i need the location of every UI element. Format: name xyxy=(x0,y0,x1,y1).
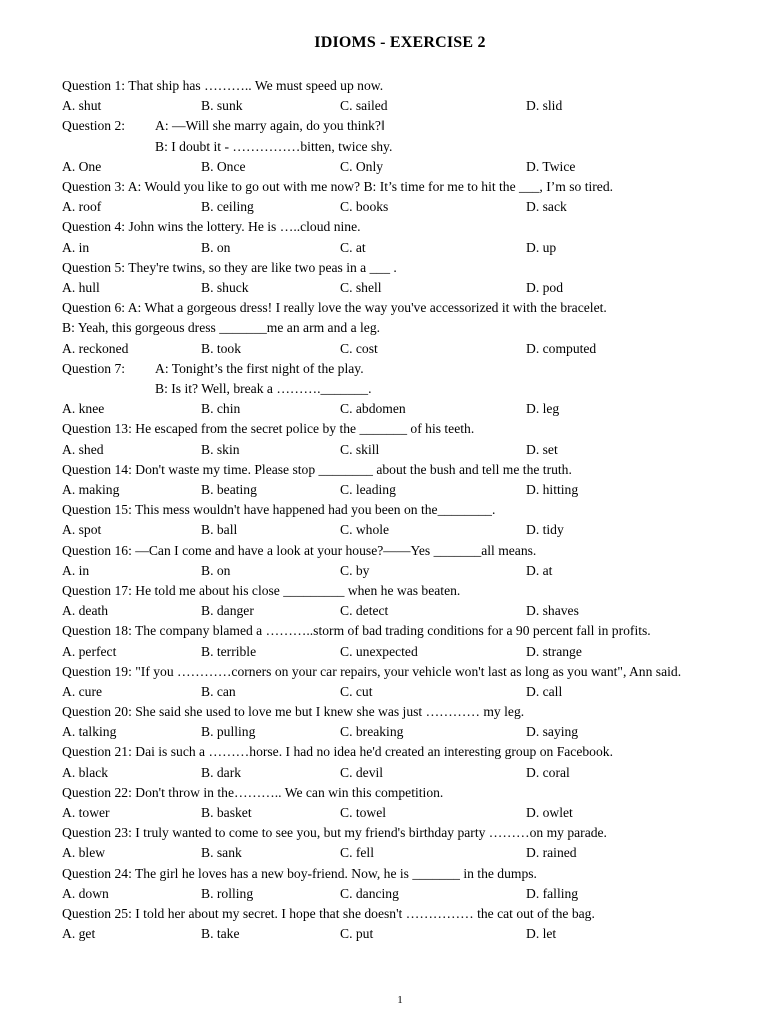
question-text: Question 22: Don't throw in the……….. We can win this competition. xyxy=(62,784,444,800)
page-title: IDIOMS - EXERCISE 2 xyxy=(314,34,486,51)
option-a: A. One xyxy=(62,158,102,174)
option-c: C. cut xyxy=(340,683,373,699)
option-c: C. breaking xyxy=(340,724,404,740)
option-d: D. up xyxy=(526,239,557,255)
answer-options xyxy=(62,399,712,419)
option-d: D. sack xyxy=(526,199,567,215)
answer-options xyxy=(62,924,712,944)
question-block xyxy=(62,359,712,420)
option-c: C. dancing xyxy=(340,885,399,901)
option-c: C. towel xyxy=(340,805,387,821)
question-block xyxy=(62,500,712,540)
option-b: B. beating xyxy=(201,481,257,497)
answer-options xyxy=(62,843,712,863)
option-d: D. hitting xyxy=(526,481,579,497)
answer-options xyxy=(62,440,712,460)
option-d: D. slid xyxy=(526,98,563,114)
question-block xyxy=(62,904,712,944)
option-c: C. sailed xyxy=(340,98,388,114)
answer-options xyxy=(62,520,712,540)
question-text: Question 19: "If you …………corners on your car repairs, your vehicle won't last as long as you want", Ann said. xyxy=(62,663,682,679)
option-d: D. at xyxy=(526,562,553,578)
option-a: A. shut xyxy=(62,98,102,114)
question-text: Question 16: ―Can I come and have a look at your house?――Yes _______all means. xyxy=(62,542,537,558)
question-text: Question 20: She said she used to love me but I knew she was just ………… my leg. xyxy=(62,704,525,720)
question-block xyxy=(62,581,712,621)
option-c: C. shell xyxy=(340,279,382,295)
answer-options xyxy=(62,722,712,742)
dialogue-line: B: I doubt it - ……………bitten, twice shy. xyxy=(155,138,393,154)
option-a: A. shed xyxy=(62,441,104,457)
question-list xyxy=(62,76,712,944)
question-text: Question 17: He told me about his close _________ when he was beaten. xyxy=(62,582,461,598)
option-a: A. in xyxy=(62,562,90,578)
option-d: D. call xyxy=(526,683,563,699)
question-block xyxy=(62,258,712,298)
option-d: D. set xyxy=(526,441,558,457)
option-d: D. coral xyxy=(526,764,570,780)
answer-options xyxy=(62,197,712,217)
option-b: B. Once xyxy=(201,158,246,174)
question-text: Question 23: I truly wanted to come to see you, but my friend's birthday party ………on my parade. xyxy=(62,825,607,841)
question-block xyxy=(62,823,712,863)
option-c: C. unexpected xyxy=(340,643,418,659)
question-text: Question 21: Dai is such a ………horse. I had no idea he'd created an interesting group on Facebook. xyxy=(62,744,613,760)
option-c: C. books xyxy=(340,199,389,215)
option-a: A. roof xyxy=(62,199,102,215)
question-block xyxy=(62,702,712,742)
option-d: D. strange xyxy=(526,643,582,659)
answer-options xyxy=(62,884,712,904)
answer-options xyxy=(62,157,712,177)
question-dialogue xyxy=(62,359,712,379)
question-block xyxy=(62,662,712,702)
question-text: Question 14: Don't waste my time. Please stop ________ about the bush and tell me the truth. xyxy=(62,461,572,477)
question-label: Question 2: xyxy=(62,118,126,134)
question-block xyxy=(62,76,712,116)
option-d: D. let xyxy=(526,926,557,942)
question-label: Question 7: xyxy=(62,360,126,376)
option-d: D. saying xyxy=(526,724,579,740)
option-a: A. talking xyxy=(62,724,117,740)
answer-options xyxy=(62,96,712,116)
option-c: C. put xyxy=(340,926,374,942)
answer-options xyxy=(62,238,712,258)
question-block xyxy=(62,541,712,581)
question-text: Question 13: He escaped from the secret police by the _______ of his teeth. xyxy=(62,421,475,437)
question-block xyxy=(62,298,712,359)
option-a: A. tower xyxy=(62,805,110,821)
option-a: A. knee xyxy=(62,401,105,417)
option-b: B. basket xyxy=(201,805,252,821)
question-block xyxy=(62,177,712,217)
option-b: B. dark xyxy=(201,764,242,780)
answer-options xyxy=(62,480,712,500)
dialogue-line: A: Tonight’s the first night of the play. xyxy=(155,360,364,376)
answer-options xyxy=(62,803,712,823)
question-text: Question 24: The girl he loves has a new boy-friend. Now, he is _______ in the dumps. xyxy=(62,865,537,881)
option-c: C. skill xyxy=(340,441,380,457)
answer-options xyxy=(62,278,712,298)
question-text: Question 18: The company blamed a ………..storm of bad trading conditions for a 90 percent fall in profits. xyxy=(62,623,651,639)
option-b: B. on xyxy=(201,239,231,255)
option-a: A. reckoned xyxy=(62,340,129,356)
option-d: D. shaves xyxy=(526,603,579,619)
option-b: B. sunk xyxy=(201,98,243,114)
option-b: B. terrible xyxy=(201,643,257,659)
question-block xyxy=(62,460,712,500)
option-d: D. leg xyxy=(526,401,560,417)
option-b: B. can xyxy=(201,683,236,699)
option-a: A. black xyxy=(62,764,109,780)
option-a: A. in xyxy=(62,239,90,255)
answer-options xyxy=(62,682,712,702)
option-b: B. danger xyxy=(201,603,254,619)
dialogue-line: B: Is it? Well, break a ………._______. xyxy=(155,380,372,396)
question-block xyxy=(62,864,712,904)
option-c: C. abdomen xyxy=(340,401,406,417)
question-text: Question 5: They're twins, so they are like two peas in a ___ . xyxy=(62,259,397,275)
option-a: A. making xyxy=(62,481,120,497)
option-d: D. tidy xyxy=(526,522,564,538)
question-block xyxy=(62,217,712,257)
question-text: Question 1: That ship has ……….. We must speed up now. xyxy=(62,78,384,93)
option-b: B. pulling xyxy=(201,724,256,740)
question-block xyxy=(62,742,712,782)
answer-options xyxy=(62,763,712,783)
option-c: C. detect xyxy=(340,603,389,619)
option-b: B. sank xyxy=(201,845,242,861)
answer-options xyxy=(62,561,712,581)
option-c: C. cost xyxy=(340,340,378,356)
option-d: D. owlet xyxy=(526,805,573,821)
option-d: D. Twice xyxy=(526,158,576,174)
answer-options xyxy=(62,601,712,621)
answer-options xyxy=(62,339,712,359)
question-block xyxy=(62,419,712,459)
option-c: C. leading xyxy=(340,481,396,497)
option-a: A. down xyxy=(62,885,109,901)
page-number: 1 xyxy=(397,994,403,1006)
option-b: B. on xyxy=(201,562,231,578)
option-a: A. perfect xyxy=(62,643,117,659)
question-text-continued: B: Yeah, this gorgeous dress _______me an arm and a leg. xyxy=(62,320,381,336)
question-block xyxy=(62,116,712,177)
dialogue-line: A: ―Will she marry again, do you think?‖ xyxy=(155,118,385,134)
option-b: B. ceiling xyxy=(201,199,254,215)
option-a: A. death xyxy=(62,603,109,619)
answer-options xyxy=(62,642,712,662)
option-b: B. shuck xyxy=(201,279,249,295)
option-b: B. chin xyxy=(201,401,241,417)
question-text: Question 15: This mess wouldn't have happened had you been on the________. xyxy=(62,502,496,518)
option-b: B. ball xyxy=(201,522,238,538)
option-d: D. falling xyxy=(526,885,579,901)
option-d: D. rained xyxy=(526,845,577,861)
question-text: Question 4: John wins the lottery. He is …..cloud nine. xyxy=(62,219,361,235)
option-c: C. at xyxy=(340,239,366,255)
option-b: B. take xyxy=(201,926,240,942)
option-a: A. cure xyxy=(62,683,103,699)
question-text: Question 25: I told her about my secret. I hope that she doesn't …………… the cat out of the bag. xyxy=(62,906,595,922)
question-text: Question 6: A: What a gorgeous dress! I really love the way you've accessorized it with the bracelet. xyxy=(62,300,607,316)
option-c: C. devil xyxy=(340,764,384,780)
option-a: A. get xyxy=(62,926,96,942)
option-c: C. by xyxy=(340,562,370,578)
option-c: C. whole xyxy=(340,522,390,538)
option-b: B. skin xyxy=(201,441,240,457)
option-c: C. fell xyxy=(340,845,374,861)
question-text: Question 3: A: Would you like to go out with me now? B: It’s time for me to hit the ___, I’m so tired. xyxy=(62,178,614,194)
option-c: C. Only xyxy=(340,158,384,174)
option-a: A. hull xyxy=(62,279,100,295)
question-block xyxy=(62,783,712,823)
question-dialogue xyxy=(62,116,712,136)
question-block xyxy=(62,621,712,661)
option-a: A. spot xyxy=(62,522,102,538)
option-b: B. took xyxy=(201,340,242,356)
option-a: A. blew xyxy=(62,845,106,861)
option-d: D. computed xyxy=(526,340,597,356)
option-d: D. pod xyxy=(526,279,564,295)
option-b: B. rolling xyxy=(201,885,254,901)
